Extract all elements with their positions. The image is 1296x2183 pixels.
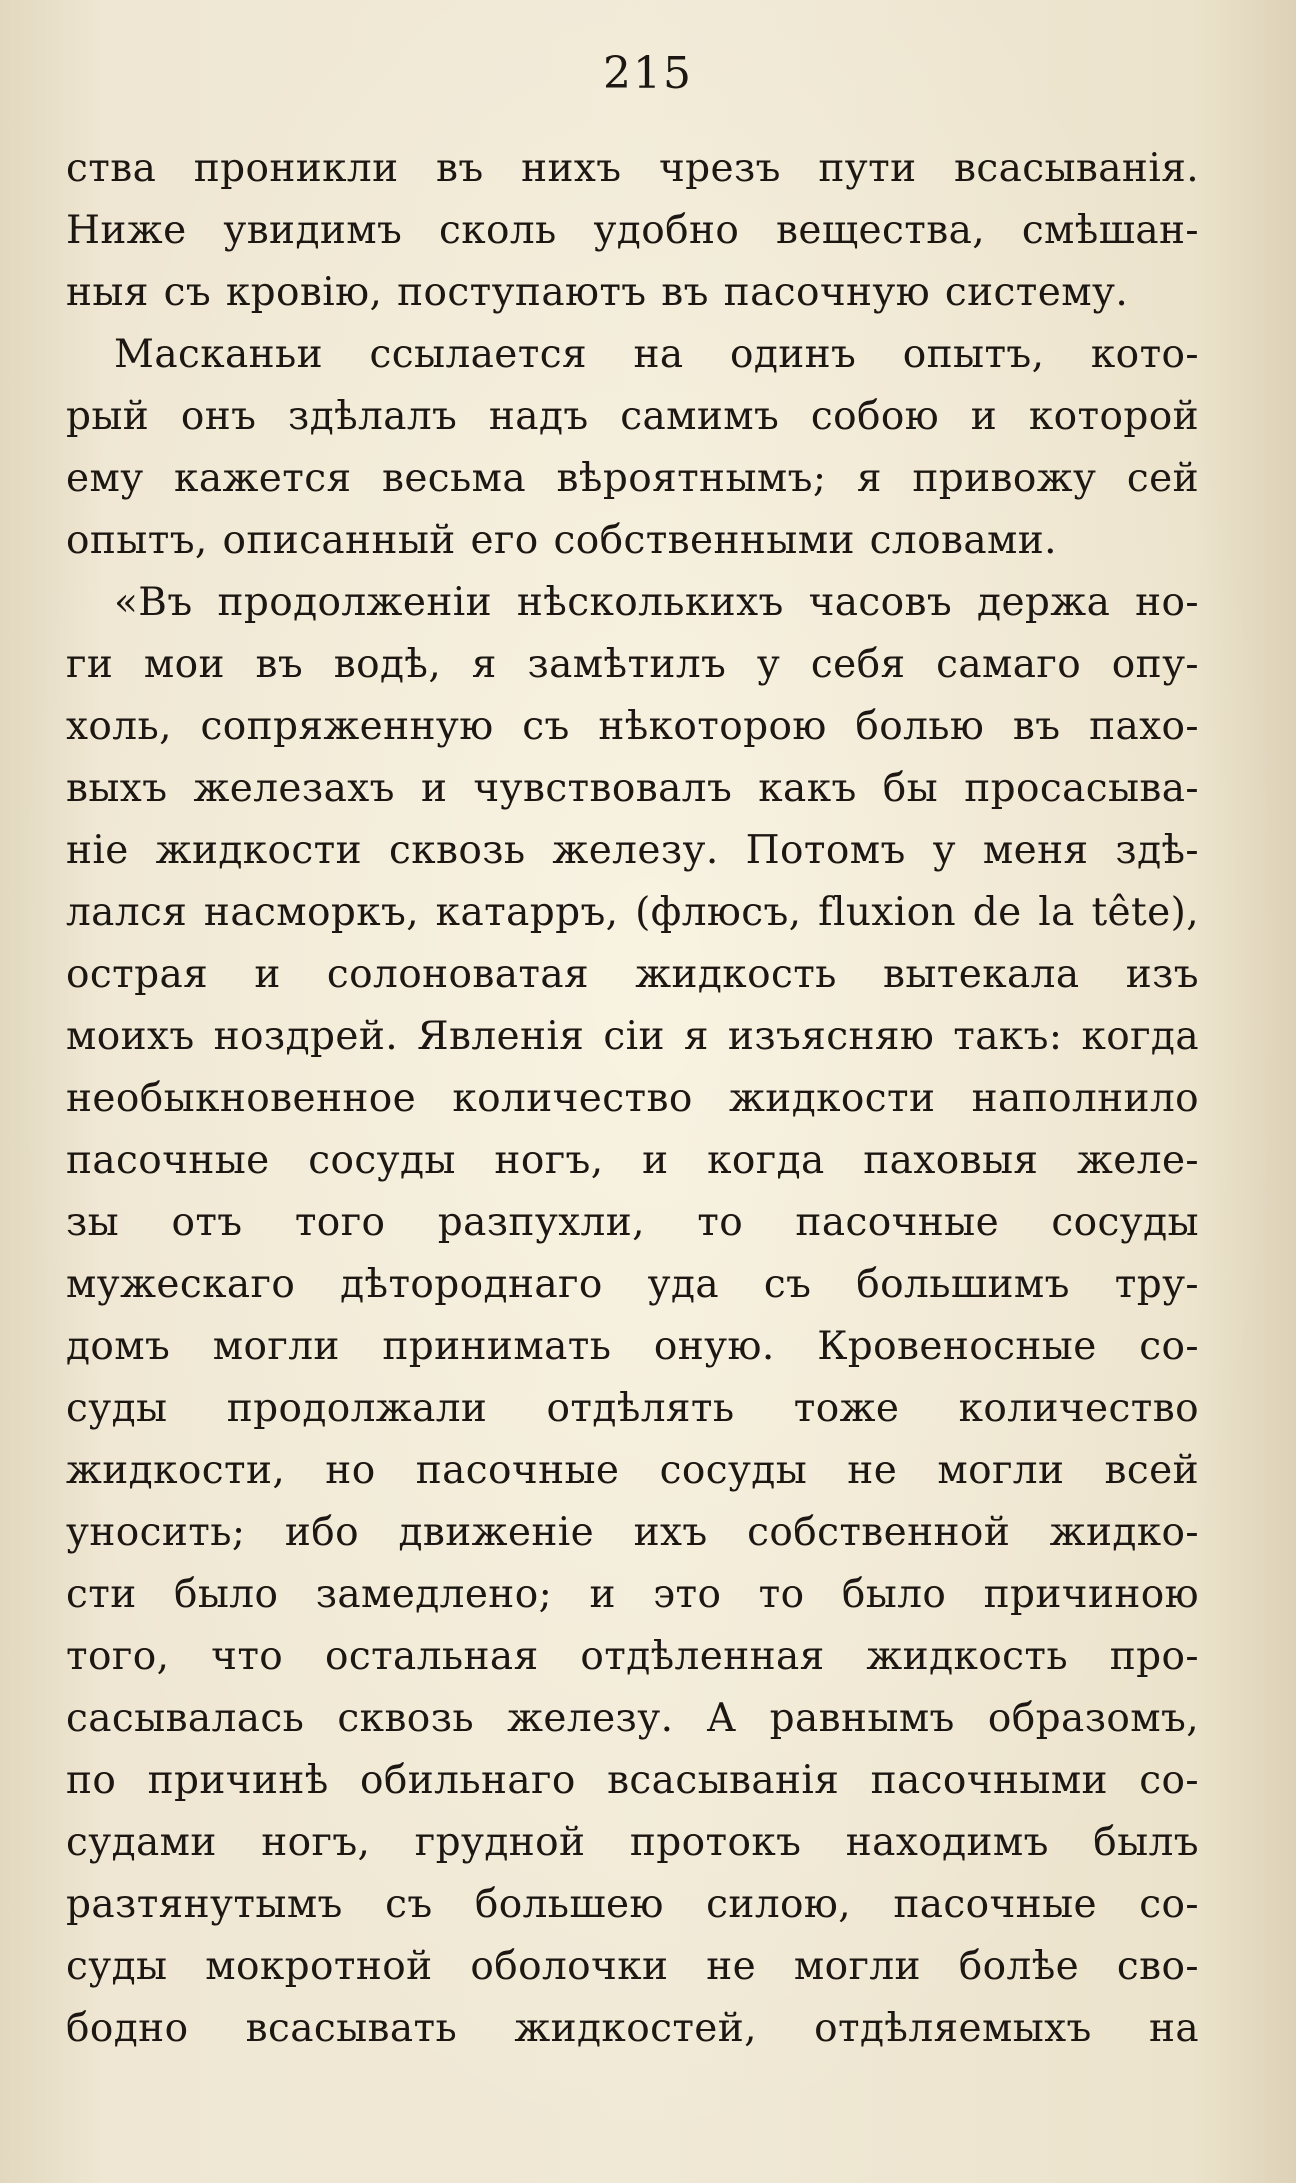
text-line: рый онъ здѣлалъ надъ самимъ собою и которой: [66, 394, 1199, 439]
text-line: суды продолжали отдѣлять тоже количество: [66, 1386, 1199, 1431]
text-line: острая и солоноватая жидкость вытекала изъ: [66, 952, 1199, 997]
text-line: Ниже увидимъ сколь удобно вещества, смѣшан-: [66, 208, 1199, 253]
text-line: опытъ, описанный его собственными словами.: [66, 518, 1057, 563]
text-line: ему кажется весьма вѣроятнымъ; я привожу сей: [66, 456, 1199, 501]
text-line: ныя съ кровію, поступаютъ въ пасочную систему.: [66, 270, 1129, 315]
text-line: необыкновенное количество жидкости наполнило: [66, 1076, 1199, 1121]
text-line: выхъ железахъ и чувствовалъ какъ бы просасыва-: [66, 766, 1199, 811]
text-line: «Въ продолженіи нѣсколькихъ часовъ держа но-: [114, 580, 1199, 625]
text-line: сасывалась сквозь железу. А равнымъ образомъ,: [66, 1696, 1199, 1741]
text-line: Масканьи ссылается на одинъ опытъ, кото-: [114, 332, 1199, 377]
text-line: ніе жидкости сквозь железу. Потомъ у меня здѣ-: [66, 828, 1199, 873]
text-line: по причинѣ обильнаго всасыванія пасочными со-: [66, 1758, 1199, 1803]
text-line: домъ могли принимать оную. Кровеносные со-: [66, 1324, 1199, 1369]
text-line: уносить; ибо движеніе ихъ собственной жидко-: [66, 1510, 1199, 1555]
text-line: ства проникли въ нихъ чрезъ пути всасыванія.: [66, 146, 1199, 191]
text-line: мужескаго дѣтороднаго уда съ большимъ тру-: [66, 1262, 1199, 1307]
text-line: бодно всасывать жидкостей, отдѣляемыхъ на: [66, 2006, 1199, 2051]
text-line: жидкости, но пасочные сосуды не могли всей: [66, 1448, 1199, 1493]
text-line: лался насморкъ, катарръ, (флюсъ, fluxion de la tête),: [66, 890, 1199, 935]
text-line: разтянутымъ съ большею силою, пасочные со-: [66, 1882, 1199, 1927]
text-line: сти было замедлено; и это то было причиною: [66, 1572, 1199, 1617]
text-line: моихъ ноздрей. Явленія сіи я изъясняю такъ: когда: [66, 1014, 1199, 1059]
text-line: зы отъ того разпухли, то пасочные сосуды: [66, 1200, 1199, 1245]
text-line: ги мои въ водѣ, я замѣтилъ у себя самаго опу-: [66, 642, 1199, 687]
text-line: судами ногъ, грудной протокъ находимъ былъ: [66, 1820, 1199, 1865]
page-number: 215: [603, 48, 693, 99]
text-line: холь, сопряженную съ нѣкоторою болью въ пахо-: [66, 704, 1199, 749]
text-line: того, что остальная отдѣленная жидкость про-: [66, 1634, 1199, 1679]
text-line: суды мокротной оболочки не могли болѣе сво-: [66, 1944, 1199, 1989]
text-line: пасочные сосуды ногъ, и когда паховыя желе-: [66, 1138, 1199, 1183]
body-text: [66, 138, 1199, 2060]
